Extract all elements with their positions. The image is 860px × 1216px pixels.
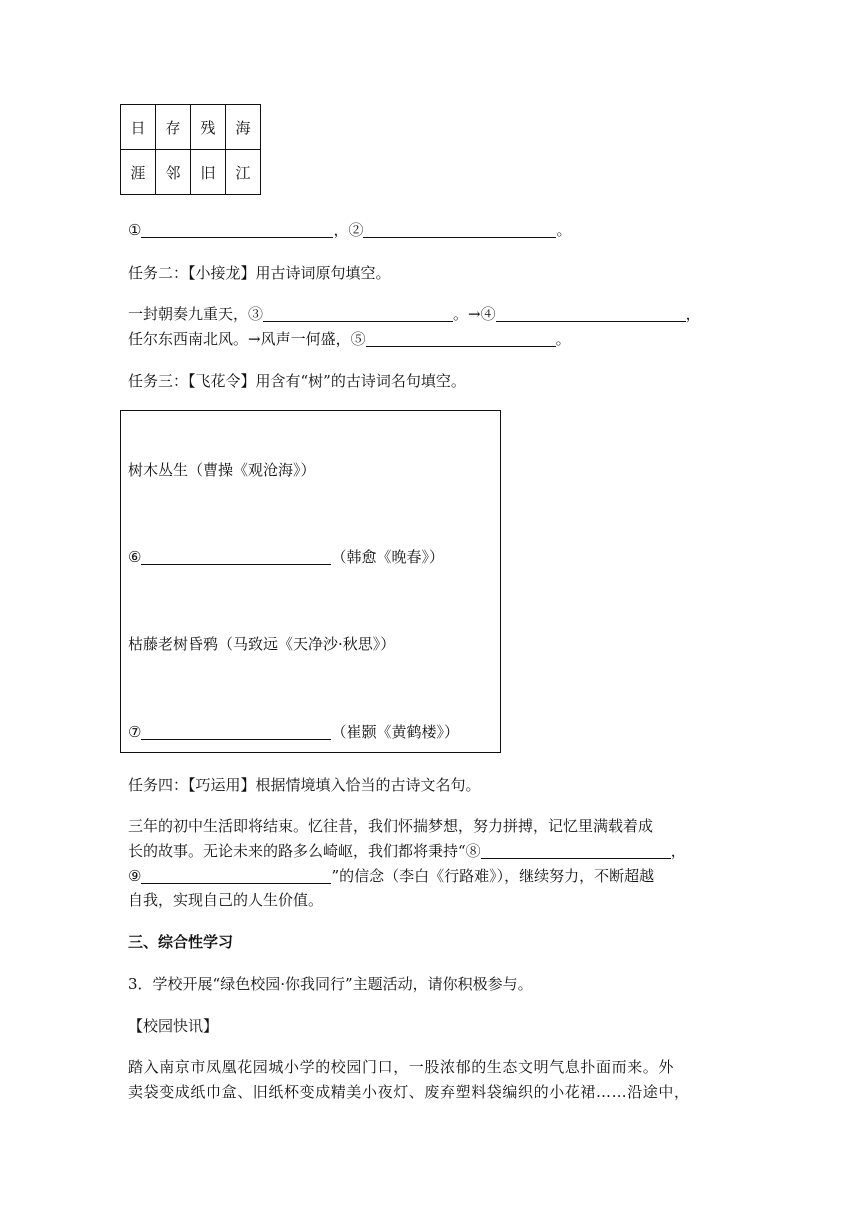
verse-text: 任尔东西南北风。→风声一何盛，	[128, 330, 351, 348]
task4-paragraph-line-2	[128, 840, 686, 861]
character-cell: 邻	[156, 150, 191, 195]
paragraph-text: 长的故事。无论未来的路多么崎岖，我们都将秉持“	[128, 842, 466, 860]
task2-line-2	[128, 328, 571, 349]
marker-5: ⑤	[350, 330, 366, 348]
verse-text: 一封朝奏九重天，	[128, 305, 249, 323]
punctuation: ，	[333, 221, 349, 239]
task2-line-1	[128, 303, 701, 324]
punctuation: ，	[670, 842, 686, 860]
character-cell: 残	[191, 105, 226, 150]
blank-8[interactable]	[481, 842, 671, 859]
character-grid	[120, 104, 261, 195]
character-cell: 日	[121, 105, 156, 150]
blank-2[interactable]	[363, 221, 556, 238]
character-grid-row	[121, 105, 261, 150]
marker-9: ⑨	[128, 867, 142, 885]
campus-news-line-2: 卖袋变成纸巾盒、旧纸杯变成精美小夜灯、废弃塑料袋编织的小花裙……沿途中，	[128, 1083, 690, 1101]
source-text: （崔颢《黄鹤楼》）	[331, 723, 459, 741]
feihualing-item-3: 枯藤老树昏鸦（马致远《天净沙·秋思》）	[128, 635, 396, 653]
marker-1: ①	[128, 221, 142, 239]
blank-5[interactable]	[366, 330, 556, 347]
task2-title: 任务二：【小接龙】用古诗词原句填空。	[128, 264, 391, 282]
character-cell: 海	[226, 105, 261, 150]
character-cell: 涯	[121, 150, 156, 195]
character-cell: 旧	[191, 150, 226, 195]
feihualing-item-4	[128, 721, 459, 742]
source-text: （韩愈《晚春》）	[331, 548, 444, 566]
verse-text: 。→	[453, 305, 481, 323]
blank-9[interactable]	[141, 867, 331, 884]
task4-paragraph-line-3	[128, 865, 654, 886]
task1-answer-line	[128, 219, 572, 240]
feihualing-item-2	[128, 546, 444, 567]
task4-title: 任务四：【巧运用】根据情境填入恰当的古诗文名句。	[128, 776, 481, 794]
punctuation: ，	[685, 305, 701, 323]
question-3: 3．学校开展“绿色校园·你我同行”主题活动，请你积极参与。	[128, 975, 533, 993]
task4-paragraph-line-1: 三年的初中生活即将结束。忆往昔，我们怀揣梦想，努力拼搏，记忆里满载着成	[128, 817, 654, 835]
punctuation: 。	[555, 330, 571, 348]
blank-1[interactable]	[141, 221, 333, 238]
task3-title: 任务三：【飞花令】用含有“树”的古诗词名句填空。	[128, 372, 466, 390]
blank-4[interactable]	[496, 305, 686, 322]
marker-3: ③	[248, 305, 264, 323]
marker-2: ②	[348, 221, 364, 239]
character-cell: 存	[156, 105, 191, 150]
campus-news-heading: 【校园快讯】	[128, 1017, 219, 1035]
paragraph-text: ”的信念（李白《行路难》），继续努力，不断超越	[331, 867, 655, 885]
blank-3[interactable]	[263, 305, 453, 322]
marker-6: ⑥	[128, 548, 142, 566]
campus-news-line-1: 踏入南京市凤凰花园城小学的校园门口，一股浓郁的生态文明气息扑面而来。外	[128, 1058, 675, 1076]
character-cell: 江	[226, 150, 261, 195]
task4-paragraph-line-4: 自我，实现自己的人生价值。	[128, 891, 324, 909]
blank-7[interactable]	[141, 723, 331, 740]
marker-7: ⑦	[128, 723, 142, 741]
marker-4: ④	[480, 305, 496, 323]
section-heading: 三、综合性学习	[128, 933, 234, 951]
punctuation: 。	[556, 221, 572, 239]
character-grid-row	[121, 150, 261, 195]
marker-8: ⑧	[465, 842, 481, 860]
blank-6[interactable]	[141, 548, 331, 565]
feihualing-item-1: 树木丛生（曹操《观沧海》）	[128, 461, 316, 479]
